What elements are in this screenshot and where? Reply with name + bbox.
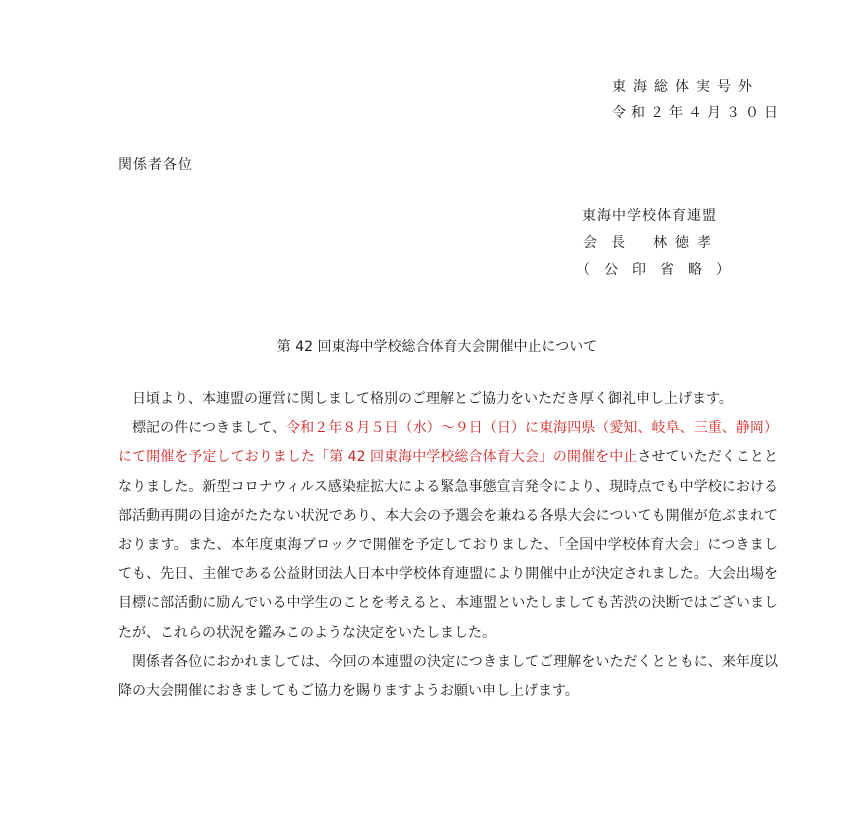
paragraph-closing: 関係者各位におかれましては、今回の本連盟の決定につきましてご理解をいただくとともに、来年度以降の大会開催におきましてもご協力を賜りますようお願い申し上げます。 xyxy=(118,653,778,700)
document-number: 東海総体実号外 xyxy=(612,79,759,95)
sender-organization: 東海中学校体育連盟 xyxy=(582,208,717,224)
cancellation-highlight: 令和２年８月５日（水）〜９日（日）に東海四県（愛知、岐阜、三重、静岡）にて開催を予定しておりました「第 42 回東海中学校総合体育大会」の開催を中止 xyxy=(118,420,778,466)
seal-omitted-note: （公印省略） xyxy=(576,262,744,278)
sender-name-line xyxy=(583,232,719,252)
addressee: 関係者各位 xyxy=(118,157,193,173)
paragraph-greeting: 日頃より、本連盟の運営に関しまして格別のご理解とご協力をいただき厚く御礼申し上げます。 xyxy=(132,391,733,407)
sender-name: 林徳孝 xyxy=(653,235,719,251)
document-date: 令和２年４月３０日 xyxy=(612,105,783,121)
paragraph-announcement xyxy=(118,414,778,648)
announcement-details: させていただくこととなりました。新型コロナウィルス感染症拡大による緊急事態宣言発令により、現時点でも中学校における部活動再開の目途がたたない状況であり、本大会の予選会を兼ねる各県大会についても開催が危ぶまれております。また、本年度東海ブロックで開催を予定しておりました、「全国中学校体育大会」につきましても、先日、主催である公益財団法人日本中学校体育連盟により開催中止が決定されました。大会出場を目標に部活動に励んでいる中学生のことを考えると、本連盟といたしましても苦渋の決断ではございましたが、これらの状況を鑑みこのような決定をいたしました。 xyxy=(118,449,779,641)
document-body xyxy=(118,385,778,706)
announcement-intro: 標記の件につきまして、 xyxy=(132,420,287,437)
document-title: 第 42 回東海中学校総合体育大会開催中止について xyxy=(276,339,598,355)
sender-title: 会長 xyxy=(583,235,639,251)
